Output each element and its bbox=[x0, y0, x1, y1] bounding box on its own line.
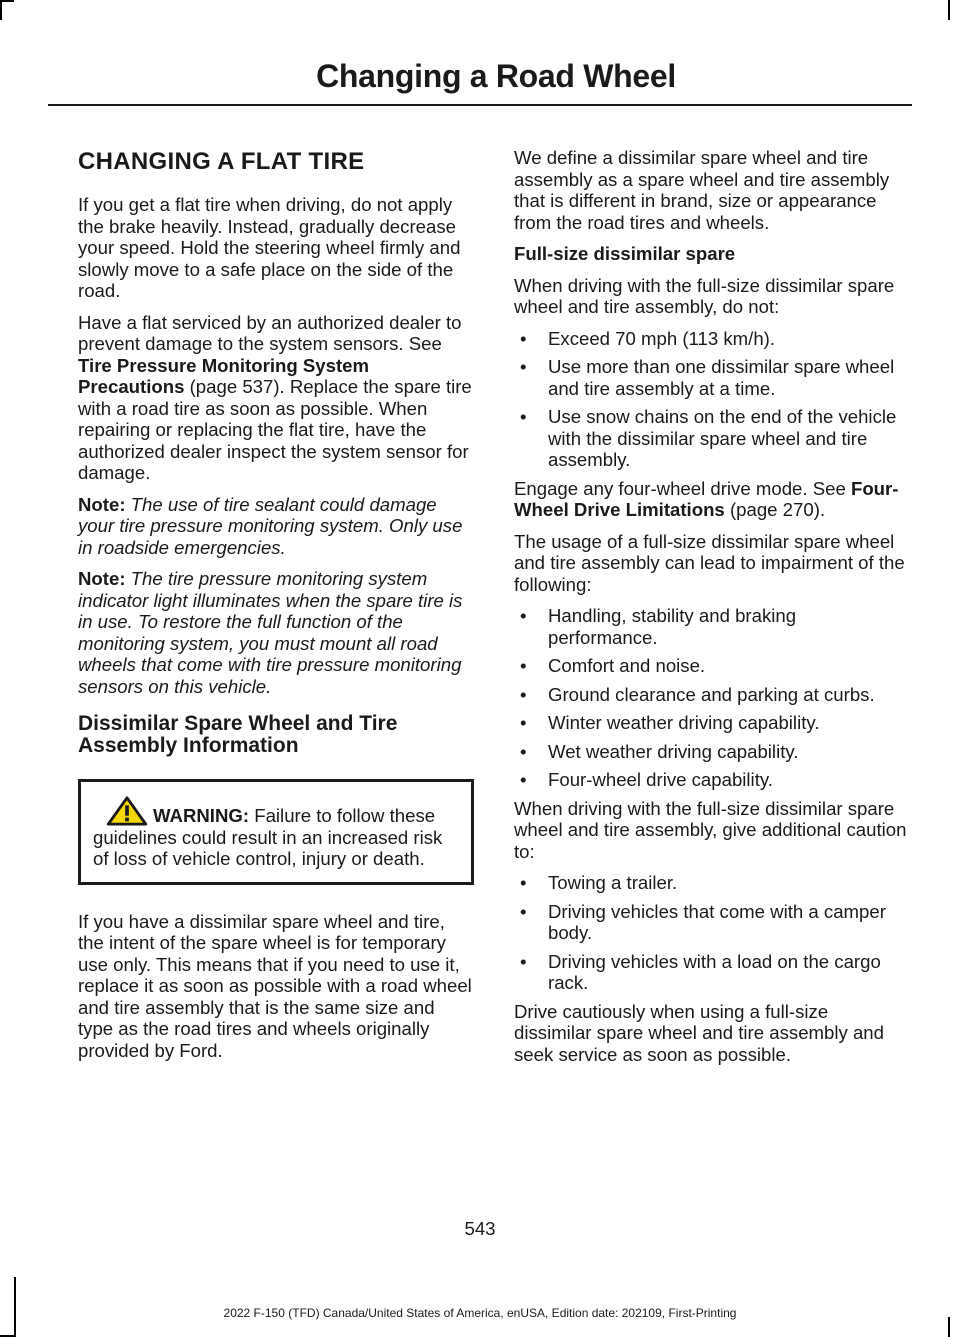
list-item bbox=[514, 328, 910, 350]
paragraph: Drive cautiously when using a full-size dissimilar spare wheel and tire assembly and seek service as soon as possible. bbox=[514, 1000, 884, 1065]
header-divider bbox=[48, 104, 912, 106]
crop-mark bbox=[0, 0, 2, 20]
footer-edition-info: 2022 F-150 (TFD) Canada/United States of America, enUSA, Edition date: 202109, First-Printing bbox=[223, 1306, 737, 1320]
list-item bbox=[514, 655, 910, 677]
subsection-heading: Full-size dissimilar spare bbox=[514, 243, 736, 264]
bullet: • bbox=[520, 900, 527, 922]
bullet: • bbox=[520, 605, 527, 626]
note bbox=[78, 494, 474, 559]
note-label: Note: bbox=[78, 493, 126, 515]
list-item-text: Exceed 70 mph (113 km/h). bbox=[548, 327, 776, 349]
note-text: The use of tire sealant could damage your tire pressure monitoring system. Only use in roadside emergencies. bbox=[78, 493, 463, 558]
list-item-text: Use more than one dissimilar spare wheel and tire assembly at a time. bbox=[548, 356, 895, 399]
list-item bbox=[514, 712, 910, 734]
bullet-list bbox=[514, 328, 910, 471]
bullet: • bbox=[520, 655, 527, 676]
bullet-list bbox=[514, 872, 910, 994]
text: (page 270). bbox=[724, 499, 826, 520]
list-item-text: Four-wheel drive capability. bbox=[548, 769, 773, 790]
warning-label: WARNING: bbox=[153, 805, 250, 826]
bullet: • bbox=[520, 327, 527, 349]
paragraph bbox=[514, 478, 910, 521]
crop-mark bbox=[948, 0, 950, 20]
crop-mark bbox=[948, 1317, 950, 1337]
cross-reference-link[interactable]: Four-Wheel Drive Limitations bbox=[514, 477, 899, 520]
note-label: Note: bbox=[78, 568, 126, 589]
page-title: Changing a Road Wheel bbox=[316, 58, 676, 94]
cross-reference-link[interactable]: Tire Pressure Monitoring System Precautions bbox=[78, 354, 370, 397]
warning-box bbox=[78, 779, 474, 885]
list-item bbox=[514, 741, 910, 763]
paragraph: When driving with the full-size dissimilar spare wheel and tire assembly, do not: bbox=[514, 274, 895, 317]
subsection-heading: Dissimilar Spare Wheel and Tire Assembly Information bbox=[78, 712, 398, 757]
list-item bbox=[514, 872, 910, 894]
bullet: • bbox=[520, 950, 527, 972]
list-item-text: Towing a trailer. bbox=[548, 872, 678, 893]
paragraph: The usage of a full-size dissimilar spare wheel and tire assembly can lead to impairment of the following: bbox=[514, 530, 905, 595]
text: Engage any four-wheel drive mode. See bbox=[514, 477, 851, 499]
list-item bbox=[514, 951, 910, 994]
section-heading: CHANGING A FLAT TIRE bbox=[78, 148, 365, 175]
bullet: • bbox=[520, 712, 527, 733]
text: Have a flat serviced by an authorized dealer to prevent damage to the system sensors. See bbox=[78, 311, 462, 354]
note bbox=[78, 568, 474, 697]
list-item bbox=[514, 684, 910, 706]
text: (page 537). Replace the spare tire with a road tire as soon as possible. When repairing or replacing the flat tire, have the authorized dealer inspect the system sensor for damage. bbox=[78, 376, 472, 483]
bullet: • bbox=[520, 356, 527, 377]
left-column bbox=[78, 140, 474, 1071]
list-item-text: Winter weather driving capability. bbox=[548, 712, 820, 733]
list-item-text: Handling, stability and braking performance. bbox=[548, 605, 797, 648]
paragraph: We define a dissimilar spare wheel and tire assembly as a spare wheel and tire assembly that is different in brand, size or appearance from the road tires and wheels. bbox=[514, 147, 890, 233]
list-item-text: Use snow chains on the end of the vehicle with the dissimilar spare wheel and tire assembly. bbox=[548, 406, 897, 470]
list-item-text: Driving vehicles that come with a camper body. bbox=[548, 900, 886, 943]
warning-triangle-icon bbox=[105, 796, 149, 826]
list-item-text: Wet weather driving capability. bbox=[548, 740, 799, 762]
bullet: • bbox=[520, 872, 527, 893]
page-number: 543 bbox=[464, 1218, 496, 1239]
list-item bbox=[514, 356, 910, 399]
list-item-text: Comfort and noise. bbox=[548, 655, 706, 676]
crop-mark bbox=[0, 0, 14, 2]
list-item bbox=[514, 605, 910, 648]
bullet: • bbox=[520, 769, 527, 790]
right-column bbox=[514, 147, 910, 1075]
bullet-list bbox=[514, 605, 910, 791]
list-item-text: Ground clearance and parking at curbs. bbox=[548, 683, 875, 705]
bullet: • bbox=[520, 740, 527, 762]
paragraph: When driving with the full-size dissimilar spare wheel and tire assembly, give additional caution to: bbox=[514, 797, 907, 862]
paragraph: If you get a flat tire when driving, do not apply the brake heavily. Instead, gradually decrease your speed. Hold the steering wheel firmly and slowly move to a safe place on the side of the road. bbox=[78, 194, 461, 301]
paragraph bbox=[78, 312, 474, 484]
list-item bbox=[514, 769, 910, 791]
bullet: • bbox=[520, 683, 527, 705]
list-item bbox=[514, 406, 910, 471]
note-text: The tire pressure monitoring system indicator light illuminates when the spare tire is in use. To restore the full function of the monitoring system, you must mount all road wheels that come with tire pressure monitoring sensors on this vehicle. bbox=[78, 568, 463, 697]
list-item-text: Driving vehicles with a load on the cargo rack. bbox=[548, 950, 881, 993]
bullet: • bbox=[520, 406, 527, 427]
paragraph: If you have a dissimilar spare wheel and tire, the intent of the spare wheel is for temporary use only. This means that if you need to use it, replace it as soon as possible with a road wheel and tire assembly that is the same size and type as the road tires and wheels originally provided by Ford. bbox=[78, 910, 472, 1061]
warning-text: Failure to follow these guidelines could result in an increased risk of loss of vehicle control, injury or death. bbox=[93, 805, 443, 869]
list-item bbox=[514, 901, 910, 944]
